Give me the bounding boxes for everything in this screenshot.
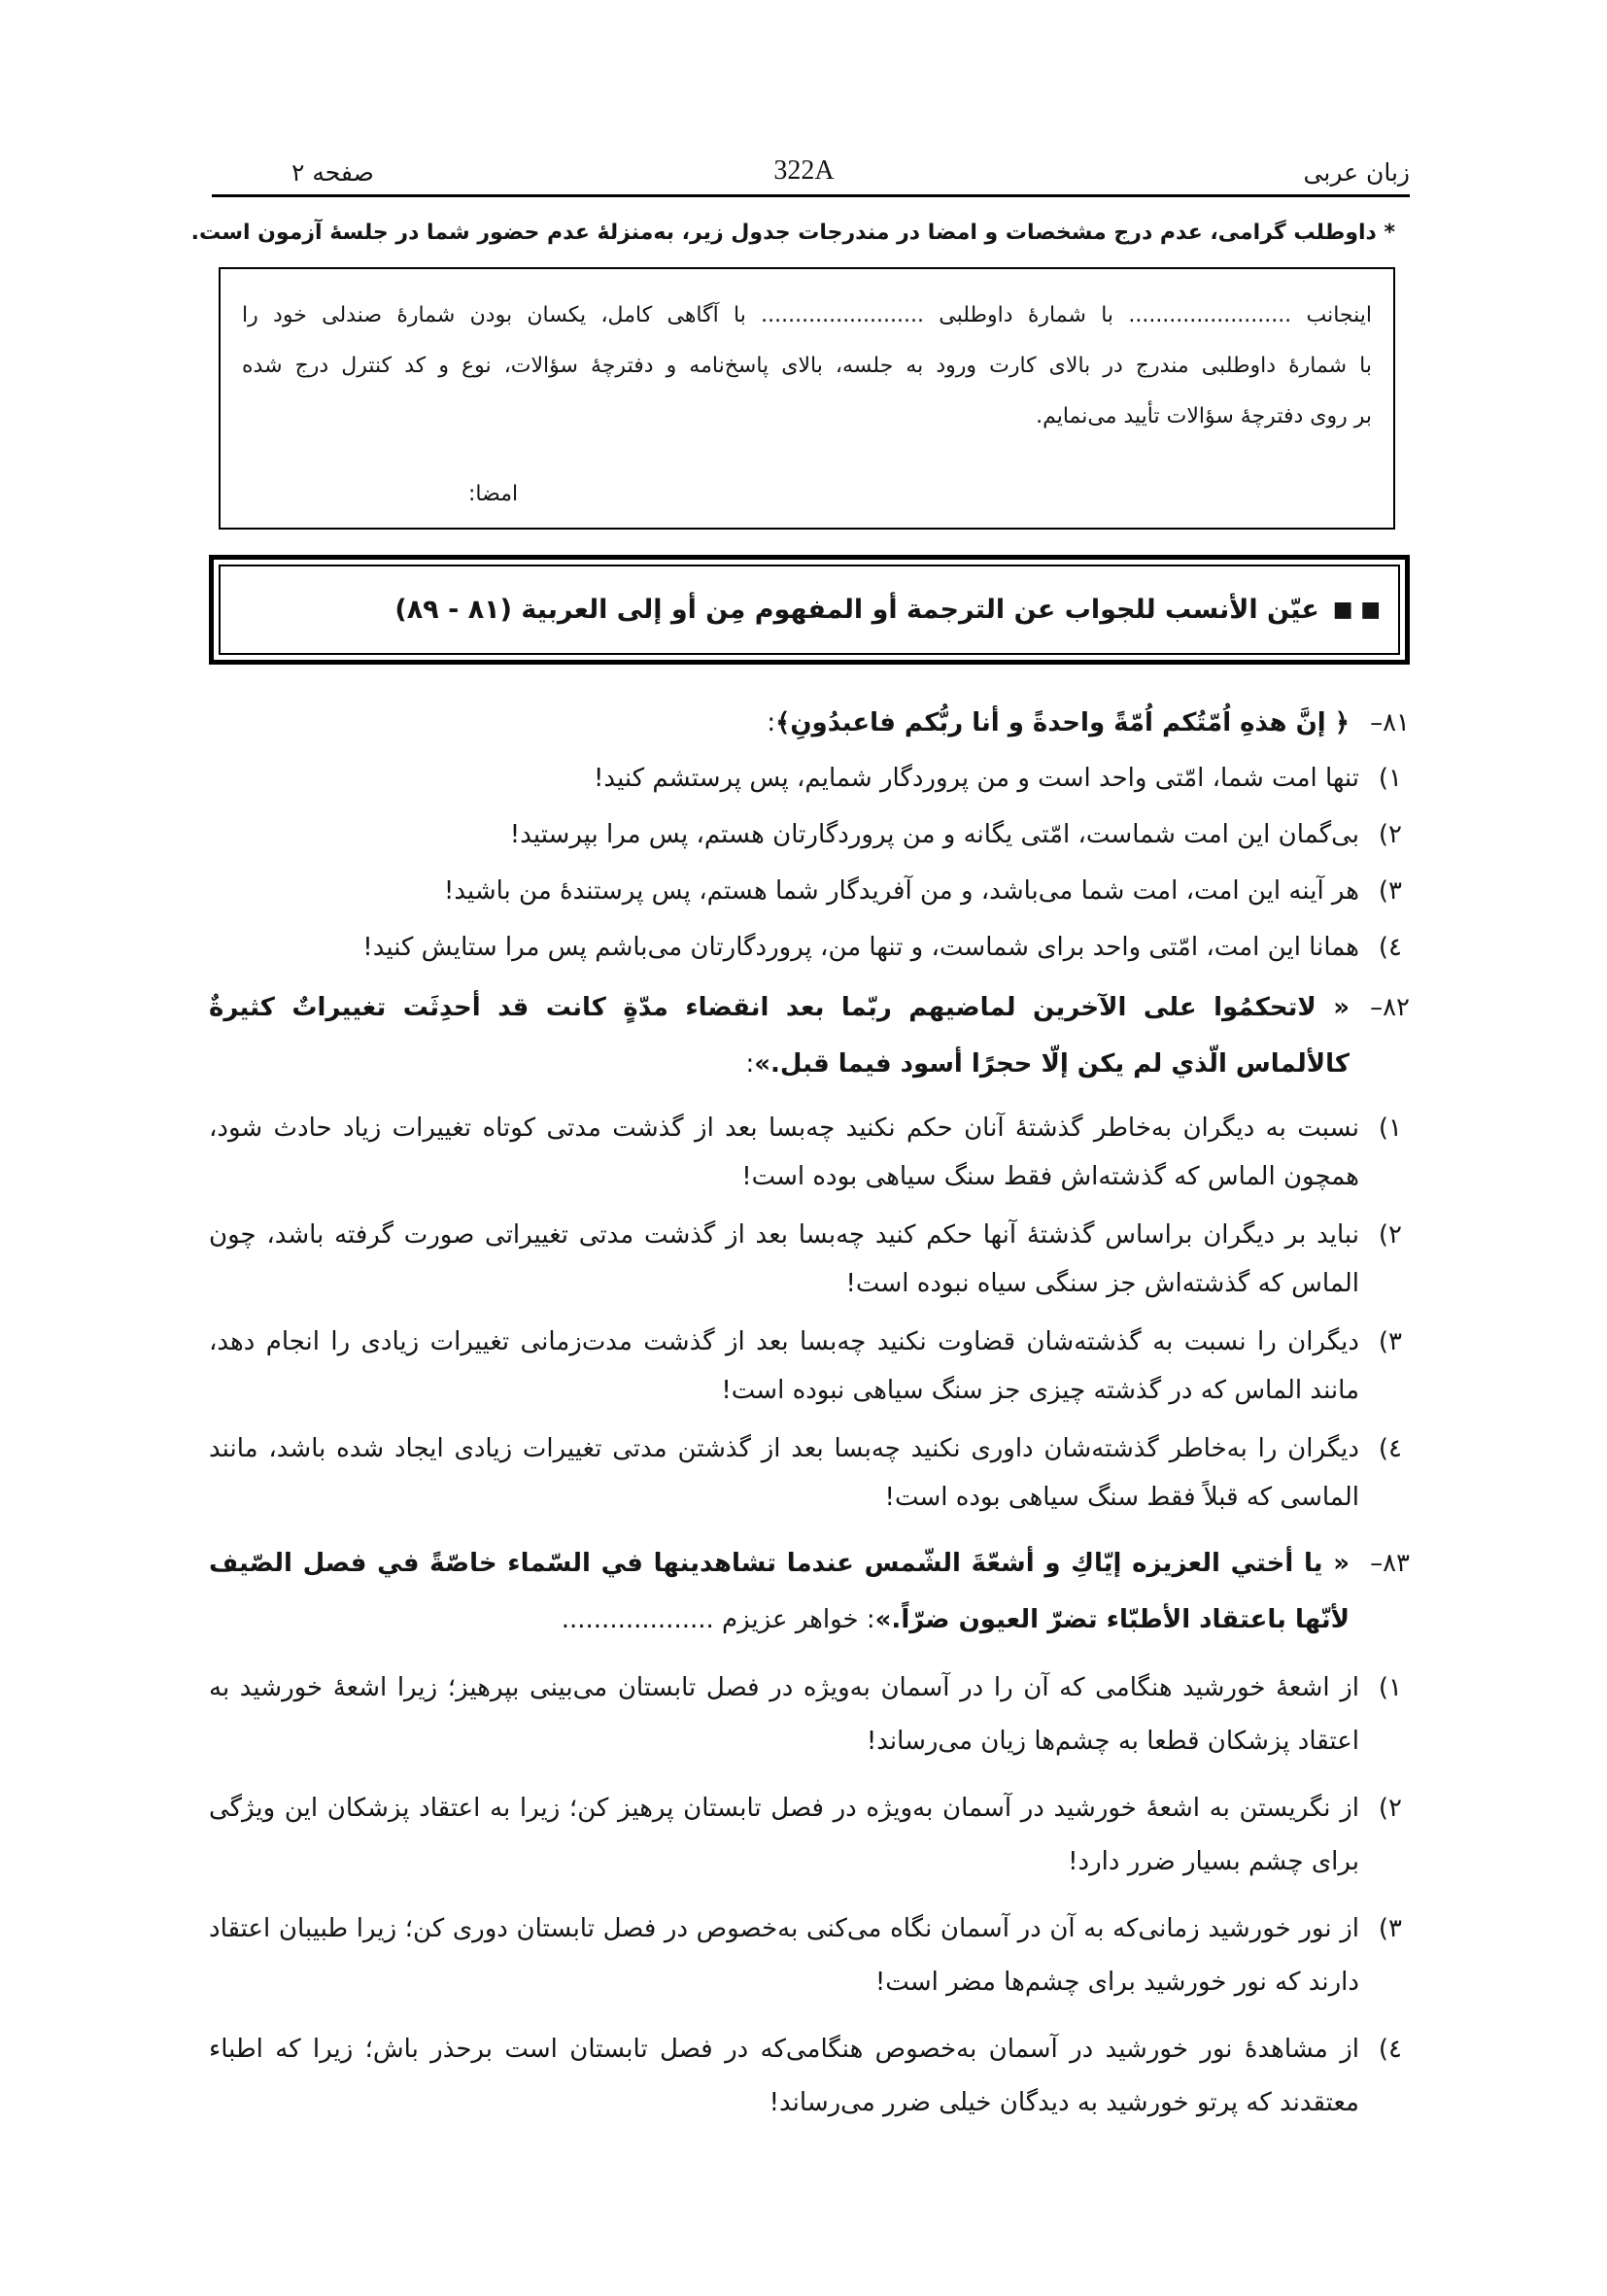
section-header-inner xyxy=(219,565,1400,655)
section-instruction: عیّن الأنسب للجواب عن الترجمة أو المفهوم مِن أو إلی العربیة (۸۱ - ۸۹) xyxy=(394,595,1319,625)
option-number: ٤) xyxy=(1378,1434,1402,1463)
declaration-line-1: اینجانب ........................ با شمارهٔ داوطلبی ........................ با آگاهی کامل، یکسان بودن شمارهٔ صندلی خود را xyxy=(242,303,1372,327)
question-number: ۸۳– xyxy=(1370,1549,1410,1578)
question-number: ۸۱– xyxy=(1370,708,1410,737)
question-83 xyxy=(209,1535,1410,2130)
question-text xyxy=(209,700,1350,746)
option-4 xyxy=(209,1424,1410,1522)
option-number: ۳) xyxy=(1378,876,1402,906)
option-text: نباید بر دیگران براساس گذشتهٔ آنها حکم کنید چه‌بسا بعد از گذشت مدتی تغییراتی صورت گرفته باشد، چون الماس که گذشته‌اش جز سنگی سیاه نبوده است! xyxy=(209,1220,1359,1298)
option-number: ۳) xyxy=(1378,1327,1402,1356)
option-text: از مشاهدهٔ نور خورشید در آسمان به‌خصوص هنگامی‌که در فصل تابستان است برحذر باش؛ زیرا که اطباء معتقدند که پرتو خورشید به دیدگان خیلی ضرر می‌رساند! xyxy=(209,2035,1359,2117)
option-number: ۳) xyxy=(1378,1914,1402,1943)
question-suffix: : xyxy=(745,1049,755,1079)
option-number: ٤) xyxy=(1378,933,1402,962)
question-text xyxy=(209,1535,1350,1648)
option-1 xyxy=(209,754,1410,803)
question-quote: ﴿ إنَّ هذهِ اُمّتُکم اُمّةً واحدةً و أنا ربُّکم فاعبدُونِ﴾ xyxy=(775,708,1350,737)
option-text: از نگریستن به اشعهٔ خورشید در آسمان به‌ویژه در فصل تابستان پرهیز کن؛ زیرا به اعتقاد پزشکان این ویژگی برای چشم بسیار ضرر دارد! xyxy=(209,1794,1359,1876)
option-text: تنها امت شما، امّتی واحد است و من پروردگار شمایم، پس پرستشم کنید! xyxy=(594,764,1359,793)
option-3 xyxy=(209,1902,1410,2009)
question-text xyxy=(209,979,1350,1092)
question-stem xyxy=(209,1535,1410,1648)
option-text: نسبت به دیگران به‌خاطر گذشتهٔ آنان حکم نکنید چه‌بسا بعد از گذشت مدتی کوتاه تغییرات زیاد حادث شود، همچون الماس که گذشته‌اش فقط سنگ سیاهی بوده است! xyxy=(209,1114,1359,1191)
option-text: هر آینه این امت، امت شما می‌باشد، و من آفریدگار شما هستم، پس پرستندهٔ من باشید! xyxy=(443,876,1359,906)
question-stem xyxy=(209,700,1410,746)
square-bullets-icon: ■ ■ xyxy=(1332,598,1381,622)
booklet-code: 322A xyxy=(773,155,835,186)
option-number: ۲) xyxy=(1378,1220,1402,1250)
option-4 xyxy=(209,923,1410,972)
option-number: ٤) xyxy=(1378,2035,1402,2064)
option-2 xyxy=(209,810,1410,859)
question-82 xyxy=(209,979,1410,1522)
option-text: دیگران را نسبت به گذشته‌شان قضاوت نکنید چه‌بسا بعد از گذشت مدت‌زمانی تغییرات زیادی را انجام دهد، مانند الماس که در گذشته چیزی جز سنگ سیاهی نبوده است! xyxy=(209,1327,1359,1405)
question-number: ۸۲– xyxy=(1370,993,1410,1022)
option-number: ۱) xyxy=(1378,1673,1402,1702)
option-2 xyxy=(209,1211,1410,1308)
option-1 xyxy=(209,1662,1410,1768)
candidate-notice: * داوطلب گرامی، عدم درج مشخصات و امضا در مندرجات جدول زیر، به‌منزلهٔ عدم حضور شما در جلسهٔ آزمون است. xyxy=(190,221,1395,245)
option-number: ۲) xyxy=(1378,1794,1402,1823)
subject-title: زبان عربی xyxy=(1303,158,1410,187)
question-suffix: : xyxy=(767,708,776,737)
page-header xyxy=(212,144,1410,197)
option-text: همانا این امت، امّتی واحد برای شماست، و تنها من، پروردگارتان می‌باشم پس مرا ستایش کنید! xyxy=(362,933,1359,962)
declaration-box xyxy=(219,267,1395,530)
option-2 xyxy=(209,1782,1410,1889)
option-text: از اشعهٔ خورشید هنگامی که آن را در آسمان به‌ویژه در فصل تابستان می‌بینی بپرهیز؛ زیرا اشعهٔ خورشید به اعتقاد پزشکان قطعا به چشم‌ها زیان می‌رساند! xyxy=(209,1673,1359,1756)
option-text: بی‌گمان این امت شماست، امّتی یگانه و من پروردگارتان هستم، پس مرا بپرستید! xyxy=(509,820,1359,849)
option-4 xyxy=(209,2023,1410,2130)
question-quote: « لاتحکمُوا علی الآخرین لماضیهم ربّما بعد انقضاء مدّةٍ کانت قد أحدِثَت تغییراتٌ کثیرةٌ کالألماس الّذي لم یکن إلّا حجرًا أسود فیما قبل.» xyxy=(209,993,1350,1079)
option-number: ۲) xyxy=(1378,820,1402,849)
question-81 xyxy=(209,700,1410,972)
option-3 xyxy=(209,867,1410,915)
option-number: ۱) xyxy=(1378,1114,1402,1143)
option-text: از نور خورشید زمانی‌که به آن در آسمان نگاه می‌کنی به‌خصوص در فصل تابستان دوری کن؛ زیرا طبیبان اعتقاد دارند که نور خورشید برای چشم‌ها مضر است! xyxy=(209,1914,1359,1997)
option-text: دیگران را به‌خاطر گذشته‌شان داوری نکنید چه‌بسا بعد از گذشتن مدتی تغییرات زیادی ایجاد شده باشد، مانند الماسی که قبلاً فقط سنگ سیاهی بوده است! xyxy=(209,1434,1359,1512)
option-3 xyxy=(209,1318,1410,1415)
question-quote: « یا أختي العزیزه إیّاكِ و أشعّةَ الشّمس عندما تشاهدینها في السّماء خاصّةً في فصل الصّیف لأنّها باعتقاد الأطبّاء تضرّ العیون ضرّاً.» xyxy=(209,1549,1350,1634)
signature-label: امضا: xyxy=(468,482,519,506)
question-stem xyxy=(209,979,1410,1092)
declaration-line-3: بر روی دفترچهٔ سؤالات تأیید می‌نمایم. xyxy=(1036,404,1372,428)
option-number: ۱) xyxy=(1378,764,1402,793)
page-number: صفحه ۲ xyxy=(291,158,374,187)
section-header-box xyxy=(209,555,1410,665)
option-1 xyxy=(209,1104,1410,1201)
question-suffix: : خواهر عزیزم ................... xyxy=(561,1605,875,1634)
declaration-line-2: با شمارهٔ داوطلبی مندرج در بالای کارت ورود به جلسه، بالای پاسخ‌نامه و دفترچهٔ سؤالات، نوع و کد کنترل درج شده xyxy=(242,354,1372,378)
